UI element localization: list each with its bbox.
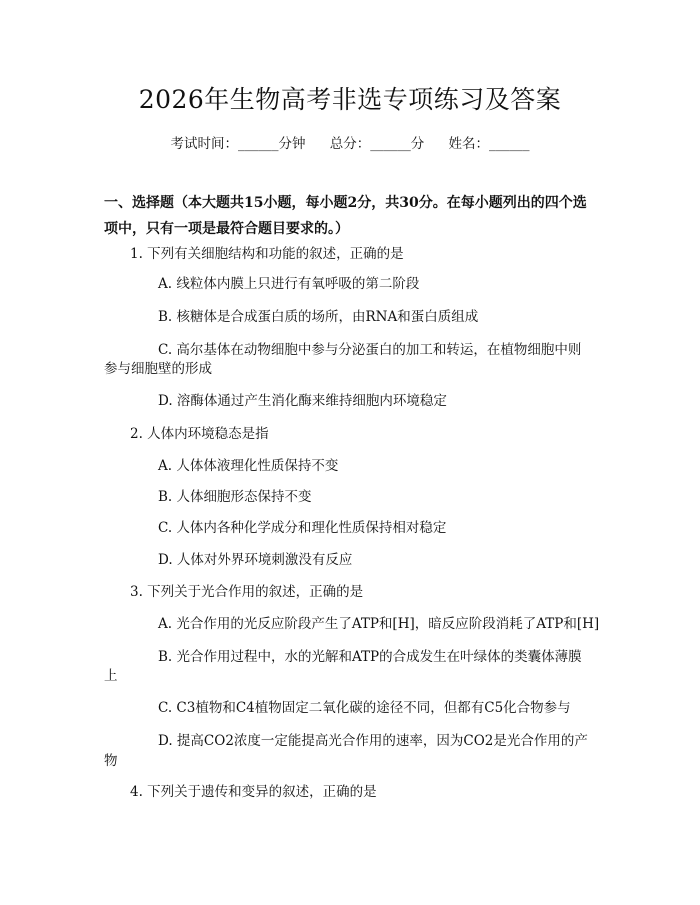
section-heading [104, 190, 604, 242]
question-1-option-b: B. 核糖体是合成蛋白质的场所，由RNA和蛋白质组成 [158, 309, 479, 325]
question-1-stem: 1. 下列有关细胞结构和功能的叙述，正确的是 [130, 246, 404, 262]
question-3-option-c: C. C3植物和C4植物固定二氧化碳的途径不同，但都有C5化合物参与 [158, 700, 571, 716]
question-1-option-a: A. 线粒体内膜上只进行有氧呼吸的第二阶段 [158, 276, 420, 292]
question-3-option-b-continued: 上 [104, 668, 118, 684]
question-2-option-a: A. 人体体液理化性质保持不变 [158, 458, 339, 474]
question-2-option-d: D. 人体对外界环境刺激没有反应 [158, 552, 353, 568]
question-1-option-c: C. 高尔基体在动物细胞中参与分泌蛋白的加工和转运，在植物细胞中则 [158, 342, 582, 358]
question-4-stem: 4. 下列关于遗传和变异的叙述，正确的是 [130, 784, 377, 800]
question-3-option-b: B. 光合作用过程中，水的光解和ATP的合成发生在叶绿体的类囊体薄膜 [158, 649, 582, 665]
question-3-option-d: D. 提高CO2浓度一定能提高光合作用的速率，因为CO2是光合作用的产 [158, 733, 588, 749]
question-2-option-c: C. 人体内各种化学成分和理化性质保持相对稳定 [158, 520, 447, 536]
question-2-option-b: B. 人体细胞形态保持不变 [158, 489, 312, 505]
question-2-stem: 2. 人体内环境稳态是指 [130, 426, 269, 442]
section-heading-line-1: 一、选择题（本大题共15小题，每小题2分，共30分。在每小题列出的四个选 [104, 195, 587, 211]
question-1-option-c-continued: 参与细胞壁的形成 [104, 361, 212, 377]
question-1-option-d: D. 溶酶体通过产生消化酶来维持细胞内环境稳定 [158, 393, 447, 409]
exam-time: 考试时间：______分钟 [170, 136, 306, 152]
document-title: 2026年生物高考非选专项练习及答案 [138, 85, 562, 114]
exam-name: 姓名：______ [448, 136, 530, 152]
exam-meta [0, 132, 700, 152]
question-3-stem: 3. 下列关于光合作用的叙述，正确的是 [130, 584, 364, 600]
question-3-option-d-continued: 物 [104, 753, 118, 769]
exam-score: 总分：______分 [329, 136, 425, 152]
section-heading-line-2: 项中，只有一项是最符合题目要求的。） [104, 221, 349, 237]
question-3-option-a: A. 光合作用的光反应阶段产生了ATP和[H]，暗反应阶段消耗了ATP和[H] [158, 616, 600, 632]
